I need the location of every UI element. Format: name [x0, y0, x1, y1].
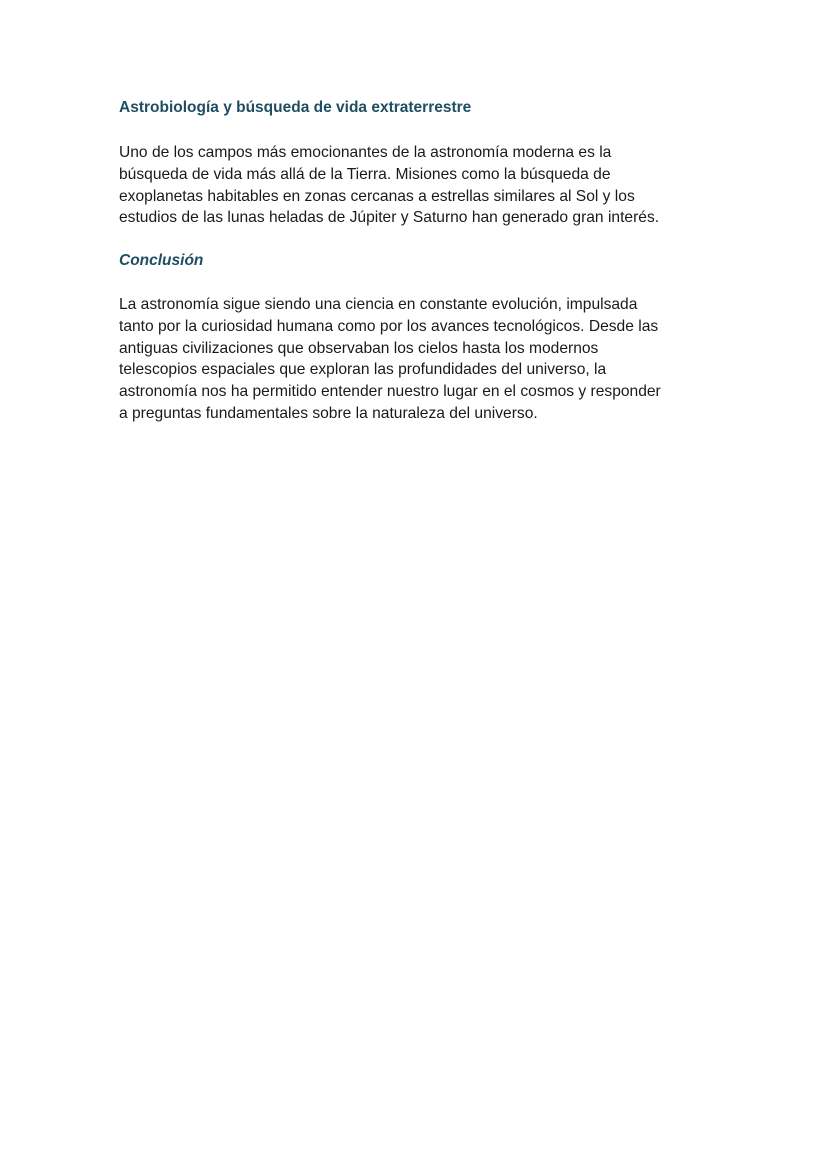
section-paragraph-conclusion	[119, 294, 661, 425]
paragraph-line: La astronomía sigue siendo una ciencia en constante evolución, impulsada	[119, 296, 638, 313]
paragraph-line: a preguntas fundamentales sobre la naturaleza del universo.	[119, 404, 538, 422]
paragraph-line: exoplanetas habitables en zonas cercanas a estrellas similares al Sol y los	[119, 187, 635, 205]
paragraph-line: telescopios espaciales que exploran las profundidades del universo, la	[119, 361, 607, 379]
section-heading-conclusion: Conclusión	[119, 252, 204, 269]
section-heading-astrobiology: Astrobiología y búsqueda de vida extraterrestre	[119, 99, 472, 116]
paragraph-line: tanto por la curiosidad humana como por los avances tecnológicos. Desde las	[119, 317, 659, 335]
paragraph-line: antiguas civilizaciones que observaban los cielos hasta los modernos	[119, 339, 599, 357]
paragraph-line: estudios de las lunas heladas de Júpiter y Saturno han generado gran interés.	[119, 209, 660, 227]
paragraph-line: Uno de los campos más emocionantes de la astronomía moderna es la	[119, 144, 612, 161]
paragraph-line: búsqueda de vida más allá de la Tierra. Misiones como la búsqueda de	[119, 165, 611, 183]
section-paragraph-astrobiology	[119, 142, 659, 229]
paragraph-line: astronomía nos ha permitido entender nuestro lugar en el cosmos y responder	[119, 383, 661, 401]
